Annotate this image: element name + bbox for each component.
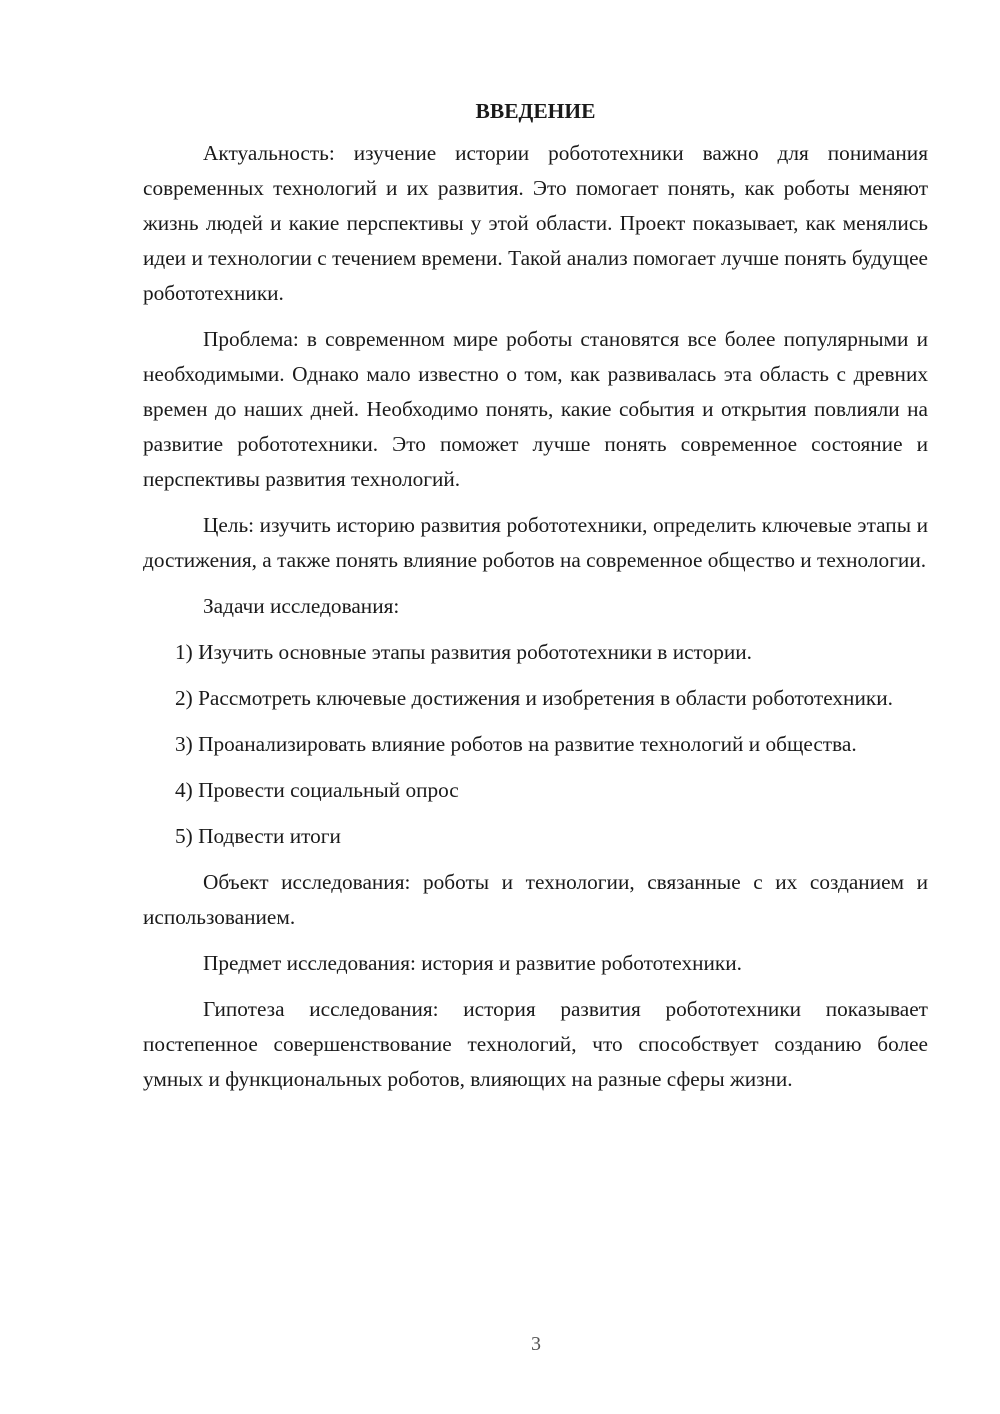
section-heading: ВВЕДЕНИЕ [475, 99, 596, 123]
paragraph-tasks-heading: Задачи исследования: [203, 594, 400, 618]
paragraph-hypothesis: Гипотеза исследования: история развития робототехники показывает постепенное совершенствование технологий, что способствует созданию более умных и функциональных роботов, влияющих на разные сферы жизни. [143, 997, 928, 1091]
task-item-2: 2) Рассмотреть ключевые достижения и изобретения в области робототехники. [175, 686, 893, 710]
task-item-4: 4) Провести социальный опрос [175, 778, 459, 802]
task-item-3: 3) Проанализировать влияние роботов на развитие технологий и общества. [175, 732, 857, 756]
page-number: 3 [531, 1333, 541, 1355]
paragraph-goal: Цель: изучить историю развития робототехники, определить ключевые этапы и достижения, а также понять влияние роботов на современное общество и технологии. [143, 513, 928, 572]
paragraph-object: Объект исследования: роботы и технологии, связанные с их созданием и использованием. [143, 870, 928, 929]
document-page [143, 96, 928, 1108]
task-item-1: 1) Изучить основные этапы развития робототехники в истории. [175, 640, 752, 664]
paragraph-subject: Предмет исследования: история и развитие робототехники. [203, 951, 742, 975]
paragraph-problem: Проблема: в современном мире роботы становятся все более популярными и необходимыми. Однако мало известно о том, как развивалась эта область с древних времен до наших дней. Необходимо понять, какие события и открытия повлияли на развитие робототехники. Это поможет лучше понять современное состояние и перспективы развития технологий. [143, 327, 928, 491]
task-item-5: 5) Подвести итоги [175, 824, 341, 848]
paragraph-relevance: Актуальность: изучение истории робототехники важно для понимания современных технологий и их развития. Это помогает понять, как роботы меняют жизнь людей и какие перспективы у этой области. Проект показывает, как менялись идеи и технологии с течением времени. Такой анализ помогает лучше понять будущее робототехники. [143, 141, 928, 305]
